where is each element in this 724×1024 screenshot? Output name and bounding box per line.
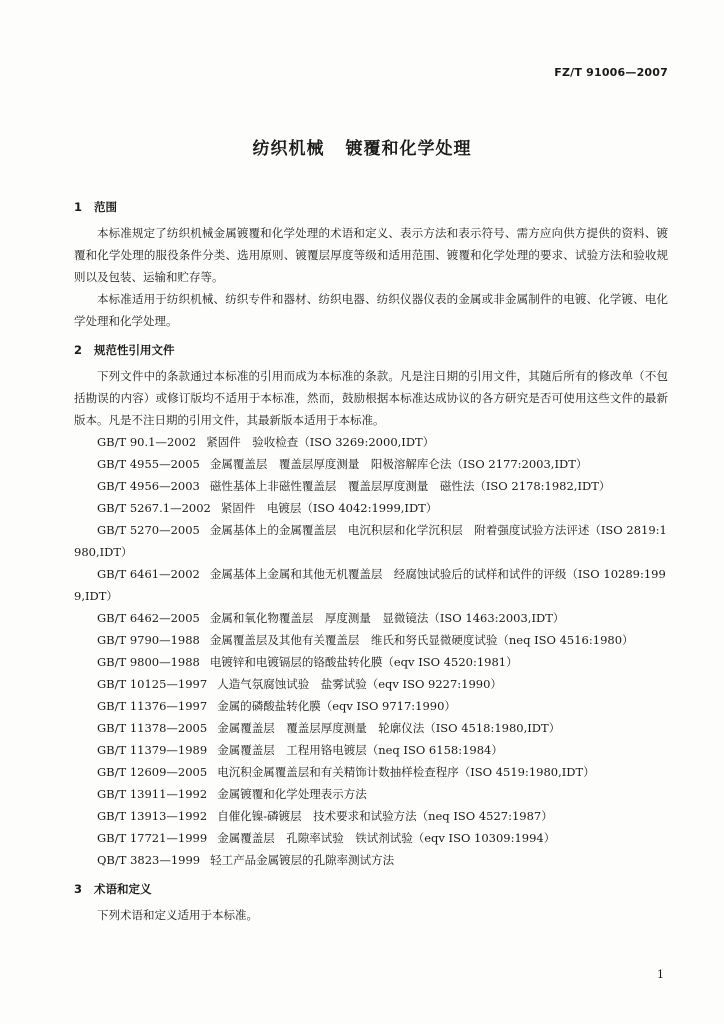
paragraph: 本标准适用于纺织机械、纺织专件和器材、纺织电器、纺织仪器仪表的金属或非金属制件的电镀、化学镀、电化学处理和化学处理。 bbox=[74, 292, 668, 328]
reference-code: GB/T 6462—2005 bbox=[97, 611, 200, 625]
reference-code: GB/T 12609—2005 bbox=[97, 765, 208, 779]
reference-code: GB/T 9790—1988 bbox=[97, 633, 200, 647]
reference-item bbox=[74, 849, 668, 871]
reference-item bbox=[74, 805, 668, 827]
reference-title: 金属覆盖层及其他有关覆盖层 维氏和努氏显微硬度试验（neq ISO 4516:1980） bbox=[209, 633, 634, 647]
section-terms-definitions bbox=[74, 878, 668, 926]
reference-item bbox=[74, 497, 668, 519]
reference-item bbox=[74, 717, 668, 739]
reference-title: 电沉积金属覆盖层和有关精饰计数抽样检查程序（ISO 4519:1980,IDT） bbox=[217, 765, 595, 779]
reference-item bbox=[74, 519, 668, 563]
reference-item bbox=[74, 431, 668, 453]
reference-title: 金属基体上金属和其他无机覆盖层 经腐蚀试验后的试样和试件的评级（ISO 10289:1999,IDT） bbox=[74, 567, 666, 603]
reference-title: 金属覆盖层 孔隙率试验 铁试剂试验（eqv ISO 10309:1994） bbox=[217, 831, 556, 845]
reference-item bbox=[74, 453, 668, 475]
reference-code: GB/T 4955—2005 bbox=[97, 457, 200, 471]
reference-item bbox=[74, 695, 668, 717]
reference-item bbox=[74, 673, 668, 695]
reference-item bbox=[74, 761, 668, 783]
section-number: 1 bbox=[74, 200, 83, 214]
reference-code: GB/T 90.1—2002 bbox=[97, 435, 197, 449]
reference-item bbox=[74, 607, 668, 629]
reference-item bbox=[74, 783, 668, 805]
reference-code: GB/T 6461—2002 bbox=[97, 567, 200, 581]
reference-title: 磁性基体上非磁性覆盖层 覆盖层厚度测量 磁性法（ISO 2178:1982,IDT） bbox=[209, 479, 611, 493]
section-title: 规范性引用文件 bbox=[94, 343, 175, 357]
reference-title: 金属基体上的金属覆盖层 电沉积层和化学沉积层 附着强度试验方法评述（ISO 2819:1980,IDT） bbox=[74, 523, 667, 559]
reference-item bbox=[74, 475, 668, 497]
reference-title: 人造气氛腐蚀试验 盐雾试验（eqv ISO 9227:1990） bbox=[217, 677, 502, 691]
reference-title: 电镀锌和电镀镉层的铬酸盐转化膜（eqv ISO 4520:1981） bbox=[209, 655, 518, 669]
section-title: 范围 bbox=[94, 200, 117, 214]
document-body bbox=[74, 196, 668, 926]
reference-list bbox=[74, 431, 668, 871]
reference-code: GB/T 11376—1997 bbox=[97, 699, 208, 713]
reference-code: GB/T 13913—1992 bbox=[97, 809, 208, 823]
reference-code: GB/T 5267.1—2002 bbox=[97, 501, 211, 515]
reference-code: GB/T 17721—1999 bbox=[97, 831, 208, 845]
section-normative-references bbox=[74, 339, 668, 871]
reference-item bbox=[74, 739, 668, 761]
section-number: 3 bbox=[74, 882, 83, 896]
reference-title: 金属覆盖层 工程用铬电镀层（neq ISO 6158:1984） bbox=[217, 743, 503, 757]
reference-title: 紧固件 验收检查（ISO 3269:2000,IDT） bbox=[206, 435, 435, 449]
standard-number: FZ/T 91006—2007 bbox=[554, 66, 668, 79]
section-scope bbox=[74, 196, 668, 332]
paragraph: 下列术语和定义适用于本标准。 bbox=[97, 908, 258, 922]
reference-code: GB/T 5270—2005 bbox=[97, 523, 200, 537]
reference-title: 金属和氧化物覆盖层 厚度测量 显微镜法（ISO 1463:2003,IDT） bbox=[209, 611, 565, 625]
section-heading bbox=[74, 878, 668, 900]
reference-code: QB/T 3823—1999 bbox=[97, 853, 201, 867]
reference-code: GB/T 10125—1997 bbox=[97, 677, 208, 691]
reference-code: GB/T 11378—2005 bbox=[97, 721, 208, 735]
reference-item bbox=[74, 629, 668, 651]
reference-code: GB/T 11379—1989 bbox=[97, 743, 208, 757]
reference-title: 金属镀覆和化学处理表示方法 bbox=[217, 787, 367, 801]
reference-item bbox=[74, 827, 668, 849]
reference-title: 自催化镍-磷镀层 技术要求和试验方法（neq ISO 4527:1987） bbox=[217, 809, 553, 823]
reference-title: 金属覆盖层 覆盖层厚度测量 轮廓仪法（ISO 4518:1980,IDT） bbox=[217, 721, 561, 735]
section-number: 2 bbox=[74, 343, 83, 357]
section-heading bbox=[74, 339, 668, 361]
reference-title: 轻工产品金属镀层的孔隙率测试方法 bbox=[210, 853, 395, 867]
reference-item bbox=[74, 651, 668, 673]
section-heading bbox=[74, 196, 668, 218]
document-title: 纺织机械 镀覆和化学处理 bbox=[252, 139, 472, 159]
paragraph: 本标准规定了纺织机械金属镀覆和化学处理的术语和定义、表示方法和表示符号、需方应向供方提供的资料、镀覆和化学处理的服役条件分类、选用原则、镀覆层厚度等级和适用范围、镀覆和化学处理的要求、试验方法和验收规则以及包装、运输和贮存等。 bbox=[74, 226, 668, 284]
reference-code: GB/T 9800—1988 bbox=[97, 655, 200, 669]
reference-code: GB/T 4956—2003 bbox=[97, 479, 200, 493]
reference-title: 紧固件 电镀层（ISO 4042:1999,IDT） bbox=[220, 501, 438, 515]
reference-title: 金属覆盖层 覆盖层厚度测量 阳极溶解库仑法（ISO 2177:2003,IDT） bbox=[209, 457, 588, 471]
section-title: 术语和定义 bbox=[94, 882, 152, 896]
reference-title: 金属的磷酸盐转化膜（eqv ISO 9717:1990） bbox=[217, 699, 456, 713]
paragraph: 下列文件中的条款通过本标准的引用而成为本标准的条款。凡是注日期的引用文件，其随后所有的修改单（不包括勘误的内容）或修订版均不适用于本标准，然而，鼓励根据本标准达成协议的各方研究是否可使用这些文件的最新版本。凡是不注日期的引用文件，其最新版本适用于本标准。 bbox=[74, 369, 668, 427]
reference-code: GB/T 13911—1992 bbox=[97, 787, 208, 801]
reference-item bbox=[74, 563, 668, 607]
page-number: 1 bbox=[657, 968, 664, 981]
